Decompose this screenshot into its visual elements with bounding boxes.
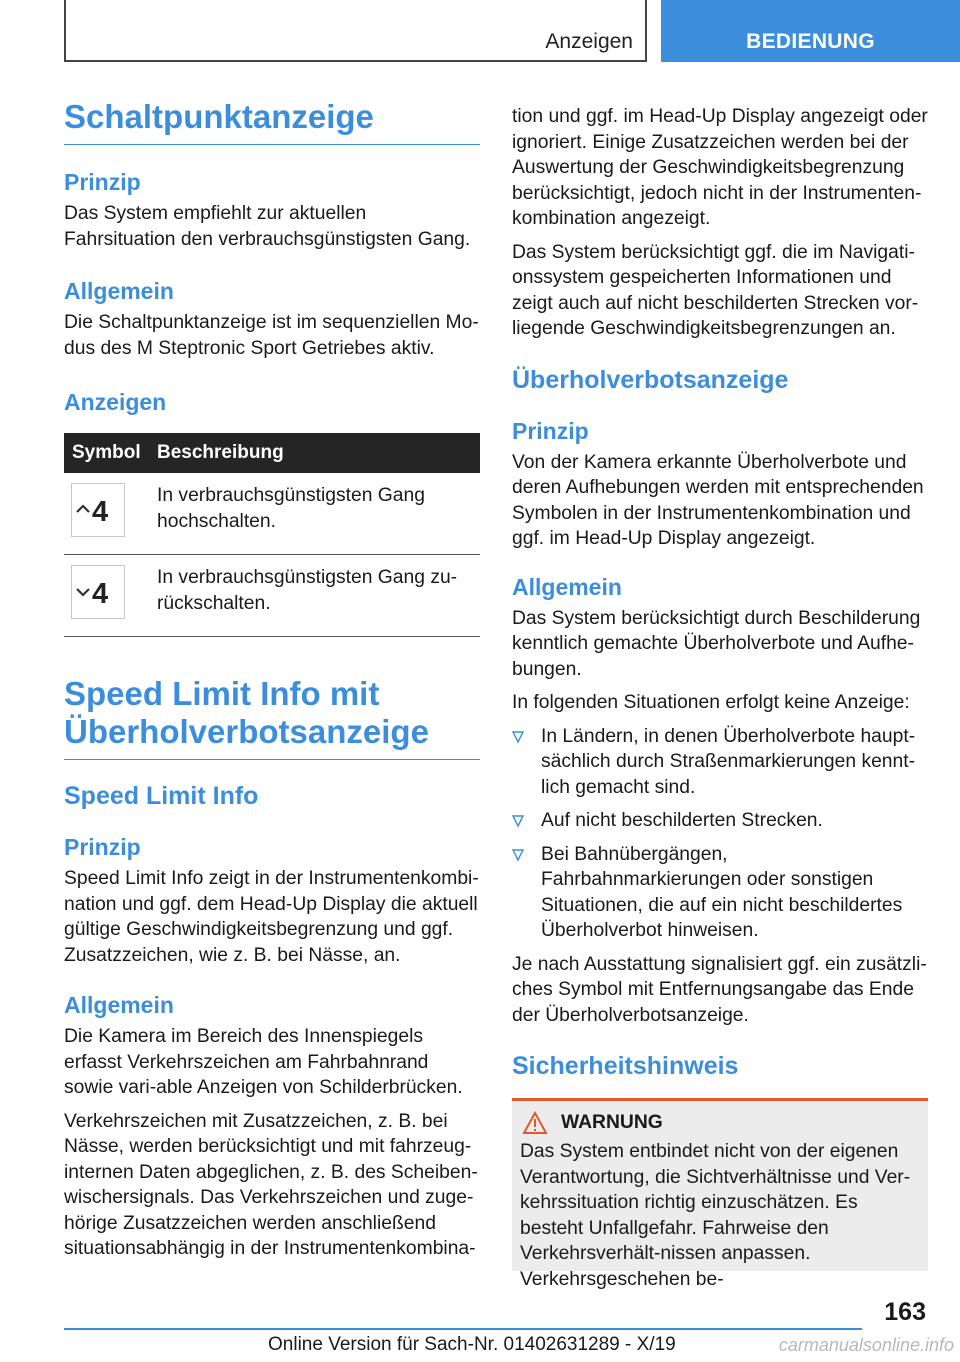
table-header-description: Beschreibung [149,433,480,473]
heading-speed-limit-info-mit-ueberholverbotsanzeige: Speed Limit Info mit Überholverbotsanzeige [64,675,480,760]
table-row [64,555,480,637]
paragraph-speed-allgemein-1: Die Kamera im Bereich des Innenspiegels erfasst Verkehrszeichen am Fahrbahnrand sowie vari-able Anzeigen von Schilderbrücken. [64,1026,463,1098]
running-header-section [64,0,647,62]
table-cell-description: In verbrauchsgünstigsten Gang hochschalten. [149,473,480,555]
warning-header [522,1111,920,1135]
symbol-table [64,433,480,637]
paragraph-allgemein: Die Schaltpunktanzeige ist im sequenziellen Mo-dus des M Steptronic Sport Getriebes aktiv. [64,312,479,359]
watermark: carmanualsonline.info [778,1335,954,1355]
right-column [512,104,928,1290]
paragraph-situationen: In folgenden Situationen erfolgt keine Anzeige: [512,692,910,713]
heading-speed-limit-info: Speed Limit Info [64,782,259,810]
footer-online-version: Online Version für Sach-Nr. 01402631289 - X/19 [268,1334,676,1355]
table-cell-icon [64,555,149,637]
heading-schaltpunktanzeige: Schaltpunktanzeige [64,98,480,145]
table-cell-icon [64,473,149,555]
heading-ueberholverbotsanzeige: Überholverbotsanzeige [512,365,789,394]
header-chapter-title: BEDIENUNG [746,30,875,53]
triangle-bullet-icon [512,849,524,861]
svg-text:4: 4 [92,496,109,528]
table-row [64,473,480,555]
heading-allgemein: Allgemein [64,992,174,1018]
heading-anzeigen: Anzeigen [64,389,167,415]
warning-box [512,1098,928,1290]
paragraph-continued: tion und ggf. im Head-Up Display angezeigt oder ignoriert. Einige Zusatzzeichen werden bei der Auswertung der Geschwindigkeitsbegrenzung berücksichtigt, jedoch nicht in der Instrumenten-kombination angezeigt. [512,106,928,229]
svg-text:4: 4 [92,578,109,610]
heading-allgemein: Allgemein [64,278,174,304]
heading-allgemein: Allgemein [512,573,622,600]
paragraph-prinzip: Das System empfiehlt zur aktuellen Fahrsituation den verbrauchsgünstigsten Gang. [64,203,471,250]
heading-sicherheitshinweis: Sicherheitshinweis [512,1052,739,1080]
left-column [64,98,480,1270]
warning-text: Das System entbindet nicht von der eigenen Verantwortung, die Sichtverhältnisse und Ver-kehrssituation richtig einzuschätzen. Es besteht Unfallgefahr. Fahrweise den Verkehrsverhält-nissen anpassen. Verkehrsgeschehen be- [520,1141,911,1290]
heading-prinzip: Prinzip [512,417,589,444]
list-item: Auf nicht beschilderten Strecken. [512,808,928,834]
downshift-gear-4-icon [71,565,125,619]
triangle-bullet-icon [512,815,524,827]
paragraph-ueberholverbot-allgemein: Das System berücksichtigt durch Beschilderung kenntlich gemachte Überholverbote und Aufhe-bungen. [512,607,921,680]
paragraph-speed-allgemein-2: Verkehrszeichen mit Zusatzzeichen, z. B. bei Nässe, werden berücksichtigt und mit fahrzeug-internen Daten abgeglichen, z. B. des Scheiben-wischersignals. Das Verkehrszeichen und zuge-hörige Zusatzzeichen werden anschließend situationsabhängig in der Instrumentenkombina- [64,1110,478,1259]
paragraph-ueberholverbot-prinzip: Von der Kamera erkannte Überholverbote und deren Aufhebungen werden mit entsprechenden Symbolen in der Instrumentenkombination und ggf. im Head-Up Display angezeigt. [512,451,924,549]
heading-prinzip: Prinzip [64,169,141,195]
page-number: 163 [884,1298,926,1326]
list-item: In Ländern, in denen Überholverbote haupt-sächlich durch Straßenmarkierungen kennt-lich gemacht sind. [512,724,928,801]
paragraph-ausstattung: Je nach Ausstattung signalisiert ggf. ein zusätzli-ches Symbol mit Entfernungsangabe das Ende der Überholverbotsanzeige. [512,953,927,1026]
heading-prinzip: Prinzip [64,834,141,860]
table-header-symbol: Symbol [64,433,149,473]
running-header-chapter [661,0,960,62]
header-section-title: Anzeigen [545,30,633,53]
table-cell-description: In verbrauchsgünstigsten Gang zu-rückschalten. [149,555,480,637]
table-header-row [64,433,480,473]
footer-divider [64,1328,862,1330]
paragraph-speed-prinzip: Speed Limit Info zeigt in der Instrumentenkombi-nation und ggf. dem Head-Up Display die aktuell gültige Geschwindigkeitsbegrenzung und ggf. Zusatzzeichen, wie z. B. bei Nässe, an. [64,868,479,966]
list-item: Bei Bahnübergängen, Fahrbahnmarkierungen oder sonstigen Situationen, die auf ein nicht beschildertes Überholverbot hinweisen. [512,842,928,944]
warning-title: WARNUNG [561,1112,663,1133]
paragraph-navigation: Das System berücksichtigt ggf. die im Navigati-onssystem gespeicherten Informationen und zeigt auch auf nicht beschilderten Strecken vor-liegende Geschwindigkeitsbegrenzungen an. [512,241,919,339]
situation-list [512,724,928,944]
warning-triangle-icon [522,1111,548,1135]
triangle-bullet-icon [512,731,524,743]
upshift-gear-4-icon [71,483,125,537]
